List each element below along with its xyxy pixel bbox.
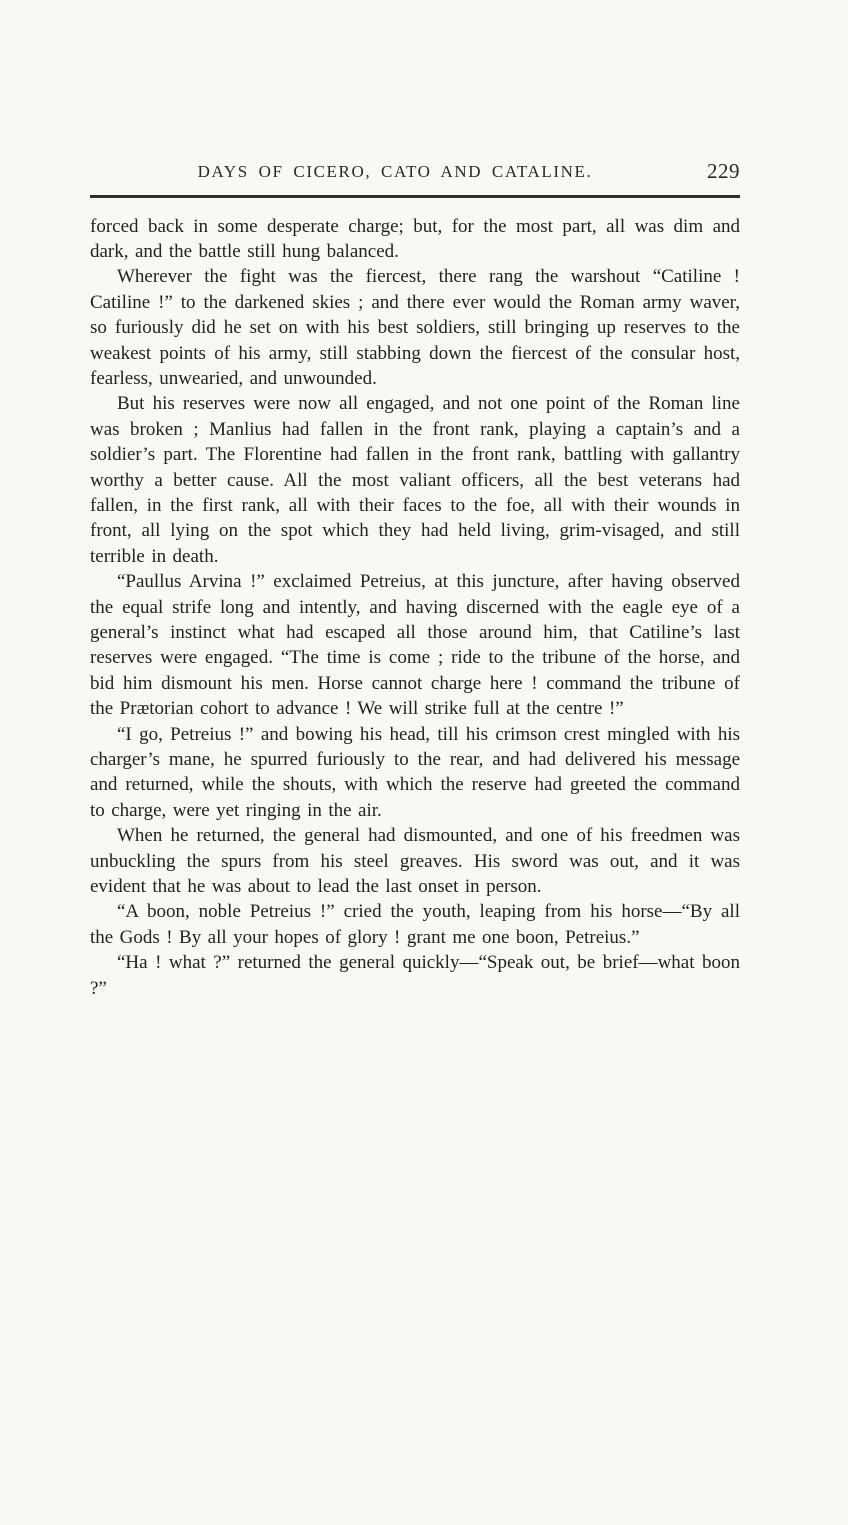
body-text xyxy=(90,214,740,1002)
paragraph-7: “A boon, noble Petreius !” cried the youth, leaping from his horse—“By all the Gods ! By all your hopes of glory ! grant me one boon, Petreius.” xyxy=(90,901,740,948)
paragraph-1: forced back in some desperate charge; but, for the most part, all was dim and dark, and the battle still hung balanced. xyxy=(90,215,740,262)
paragraph-2: Wherever the fight was the fiercest, there rang the warshout “Catiline ! Catiline !” to the darkened skies ; and there ever would the Roman army waver, so furiously did he set on with his best soldiers, still bringing up reserves to the weakest points of his army, still stabbing down the fiercest of the consular host, fearless, unwearied, and unwounded. xyxy=(90,266,740,389)
page-header xyxy=(90,159,740,188)
running-title: DAYS OF CICERO, CATO AND CATALINE. xyxy=(197,162,593,181)
paragraph-8: “Ha ! what ?” returned the general quickly—“Speak out, be brief—what boon ?” xyxy=(90,952,740,999)
page-number: 229 xyxy=(707,159,740,183)
paragraph-4: “Paullus Arvina !” exclaimed Petreius, at this juncture, after having observed the equal strife long and intently, and having discerned with the eagle eye of a general’s instinct what had escaped all those around him, that Catiline’s last reserves were engaged. “The time is come ; ride to the tribune of the horse, and bid him dismount his men. Horse cannot charge here ! command the tribune of the Prætorian cohort to advance ! We will strike full at the centre !” xyxy=(90,571,740,720)
paragraph-6: When he returned, the general had dismounted, and one of his freedmen was unbuckling the spurs from his steel greaves. His sword was out, and it was evident that he was about to lead the last onset in person. xyxy=(90,825,740,898)
header-rule xyxy=(90,195,740,198)
paragraph-5: “I go, Petreius !” and bowing his head, till his crimson crest mingled with his charger’s mane, he spurred furiously to the rear, and had delivered his message and returned, while the shouts, with which the reserve had greeted the command to charge, were yet ringing in the air. xyxy=(90,723,740,821)
paragraph-3: But his reserves were now all engaged, and not one point of the Roman line was broken ; Manlius had fallen in the front rank, playing a captain’s and a soldier’s part. The Florentine had fallen in the front rank, battling with gallantry worthy a better cause. All the most valiant officers, all the best veterans had fallen, in the first rank, all with their faces to the foe, all with their wounds in front, all lying on the spot which they had held living, grim-visaged, and still terrible in death. xyxy=(90,393,740,567)
